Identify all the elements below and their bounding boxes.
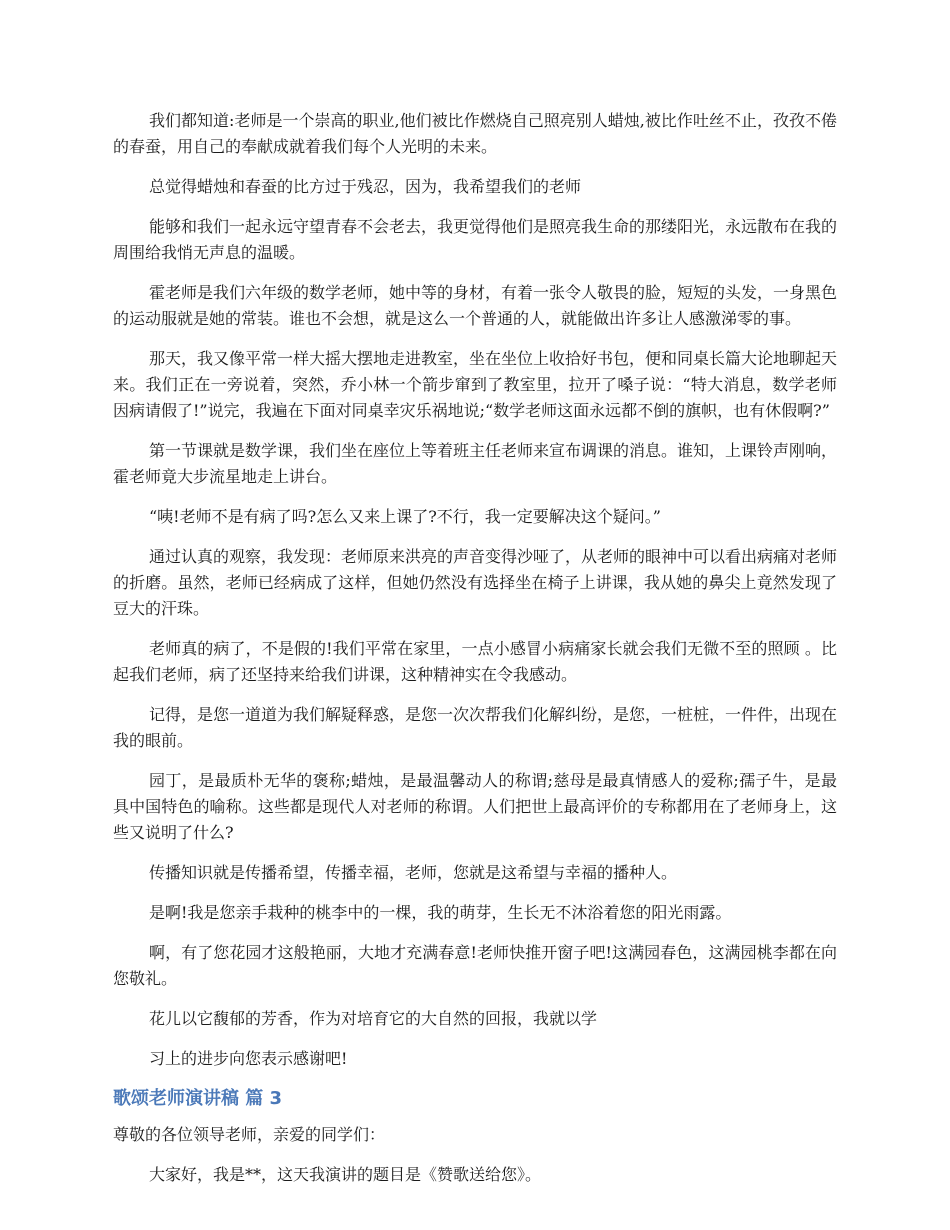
paragraph-8: 通过认真的观察，我发现：老师原来洪亮的声音变得沙哑了，从老师的眼神中可以看出病痛对老师的折磨。虽然，老师已经病成了这样，但她仍然没有选择坐在椅子上讲课，我从她的鼻尖上竟然发现了豆大的汗珠。: [113, 547, 838, 618]
salutation: 尊敬的各位领导老师，亲爱的同学们：: [113, 1125, 386, 1144]
paragraph-13: 是啊!我是您亲手栽种的桃李中的一棵，我的萌芽，生长无不沐浴着您的阳光雨露。: [149, 903, 732, 922]
paragraph-1: 我们都知道:老师是一个崇高的职业,他们被比作燃烧自己照亮别人蜡烛,被比作吐丝不止，孜孜不倦的春蚕，用自己的奉献成就着我们每个人光明的未来。: [113, 111, 837, 156]
paragraph-10: 记得，是您一道道为我们解疑释惑，是您一次次帮我们化解纠纷，是您，一桩桩，一件件，出现在我的眼前。: [113, 705, 838, 750]
paragraph-3: 能够和我们一起永远守望青春不会老去，我更觉得他们是照亮我生命的那缕阳光，永远散布在我的周围给我悄无声息的温暖。: [113, 217, 838, 262]
paragraph-6: 第一节课就是数学课，我们坐在座位上等着班主任老师来宣布调课的消息。谁知，上课铃声刚响，霍老师竟大步流星地走上讲台。: [113, 441, 838, 486]
paragraph-17: 大家好，我是**，这天我演讲的题目是《赞歌送给您》。: [149, 1165, 542, 1184]
section-heading: 歌颂老师演讲稿 篇 3: [113, 1088, 283, 1109]
paragraph-2: 总觉得蜡烛和春蚕的比方过于残忍，因为，我希望我们的老师: [149, 177, 582, 196]
paragraph-14: 啊，有了您花园才这般艳丽，大地才充满春意!老师快推开窗子吧!这满园春色，这满园桃李都在向您敬礼。: [113, 943, 837, 988]
paragraph-16: 习上的进步向您表示感谢吧!: [149, 1049, 348, 1068]
paragraph-11: 园丁，是最质朴无华的褒称;蜡烛，是最温馨动人的称谓;慈母是最真情感人的爱称;孺子牛，是最具中国特色的喻称。这些都是现代人对老师的称谓。人们把世上最高评价的专称都用在了老师身上，这些又说明了什么?: [113, 771, 837, 842]
paragraph-7: “咦!老师不是有病了吗?怎么又来上课了?不行，我一定要解决这个疑问。”: [149, 507, 661, 526]
paragraph-5: 那天，我又像平常一样大摇大摆地走进教室，坐在坐位上收拾好书包，便和同桌长篇大论地聊起天来。我们正在一旁说着，突然，乔小林一个箭步窜到了教室里，拉开了嗓子说：“特大消息，数学老师因病请假了!”说完，我遍在下面对同桌幸灾乐祸地说;“数学老师这面永远都不倒的旗帜，也有休假啊?”: [113, 349, 838, 420]
paragraph-15: 花儿以它馥郁的芳香，作为对培育它的大自然的回报，我就以学: [149, 1009, 598, 1028]
document-body: [113, 108, 837, 1202]
paragraph-12: 传播知识就是传播希望，传播幸福，老师，您就是这希望与幸福的播种人。: [149, 863, 678, 882]
paragraph-9: 老师真的病了，不是假的!我们平常在家里，一点小感冒小病痛家长就会我们无微不至的照顾 。比起我们老师，病了还坚持来给我们讲课，这种精神实在令我感动。: [113, 639, 837, 684]
paragraph-4: 霍老师是我们六年级的数学老师，她中等的身材，有着一张令人敬畏的脸，短短的头发，一身黑色的运动服就是她的常装。谁也不会想，就是这么一个普通的人，就能做出许多让人感激涕零的事。: [113, 283, 838, 328]
